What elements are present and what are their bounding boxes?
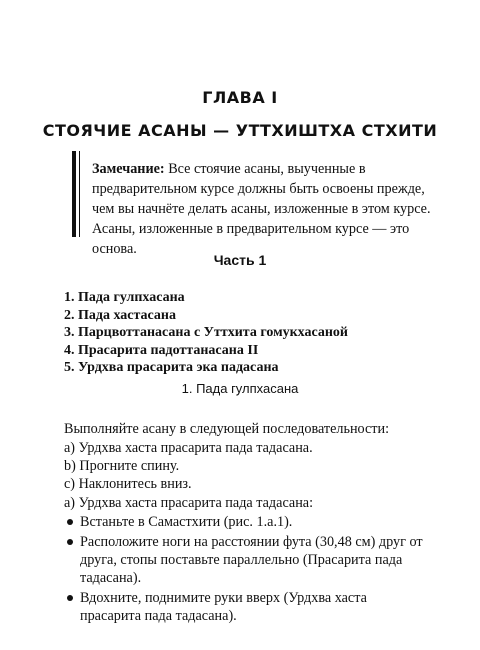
list-item <box>64 589 424 625</box>
note-bar <box>72 151 76 237</box>
step-item: a) Урдхва хаста прасарита пада тадасана. <box>64 440 313 456</box>
bullet-icon <box>67 595 73 601</box>
section-intro: Выполняйте асану в следующей последовательности: <box>64 421 390 437</box>
chapter-label: ГЛАВА I <box>202 88 278 107</box>
list-item: 1. Пада гулпхасана <box>64 290 185 305</box>
note-bar-thin <box>79 151 80 237</box>
sub-heading: a) Урдхва хаста прасарита пада тадасана: <box>64 495 314 511</box>
part-contents-list <box>64 289 348 377</box>
note-block <box>92 159 432 259</box>
chapter-title: СТОЯЧИЕ АСАНЫ — УТТХИШТХА СТХИТИ <box>42 121 438 140</box>
list-item: 5. Урдхва прасарита эка падасана <box>64 360 279 375</box>
step-item: c) Наклонитесь вниз. <box>64 476 192 492</box>
note-label: Замечание: <box>92 161 165 177</box>
list-item <box>64 513 424 531</box>
section-heading: 1. Пада гулпхасана <box>181 381 299 396</box>
bullet-text: Расположите ноги на расстоянии фута (30,48 см) друг от друга, стопы поставьте параллельно (Прасарита пада тадасана). <box>80 534 423 586</box>
bullet-text: Встаньте в Самастхити (рис. 1.a.1). <box>80 514 293 530</box>
list-item: 2. Пада хастасана <box>64 307 176 323</box>
part-title: Часть 1 <box>213 252 267 268</box>
list-item: 4. Прасарита падоттанасана II <box>64 342 259 358</box>
bullet-icon <box>67 519 73 525</box>
instruction-list <box>64 513 424 627</box>
bullet-icon <box>67 539 73 545</box>
bullet-text: Вдохните, поднимите руки вверх (Урдхва хаста прасарита пада тадасана). <box>80 590 367 624</box>
note-text: Все стоячие асаны, выученные в предварительном курсе должны быть освоены прежде, чем вы начнёте делать асаны, изложенные в этом курсе. Асаны, изложенные в предварительном курсе — это основа. <box>92 161 431 257</box>
list-item <box>64 533 424 587</box>
list-item: 3. Парцвоттанасана с Уттхита гомукхасаной <box>64 325 348 340</box>
step-item: b) Прогните спину. <box>64 458 180 474</box>
